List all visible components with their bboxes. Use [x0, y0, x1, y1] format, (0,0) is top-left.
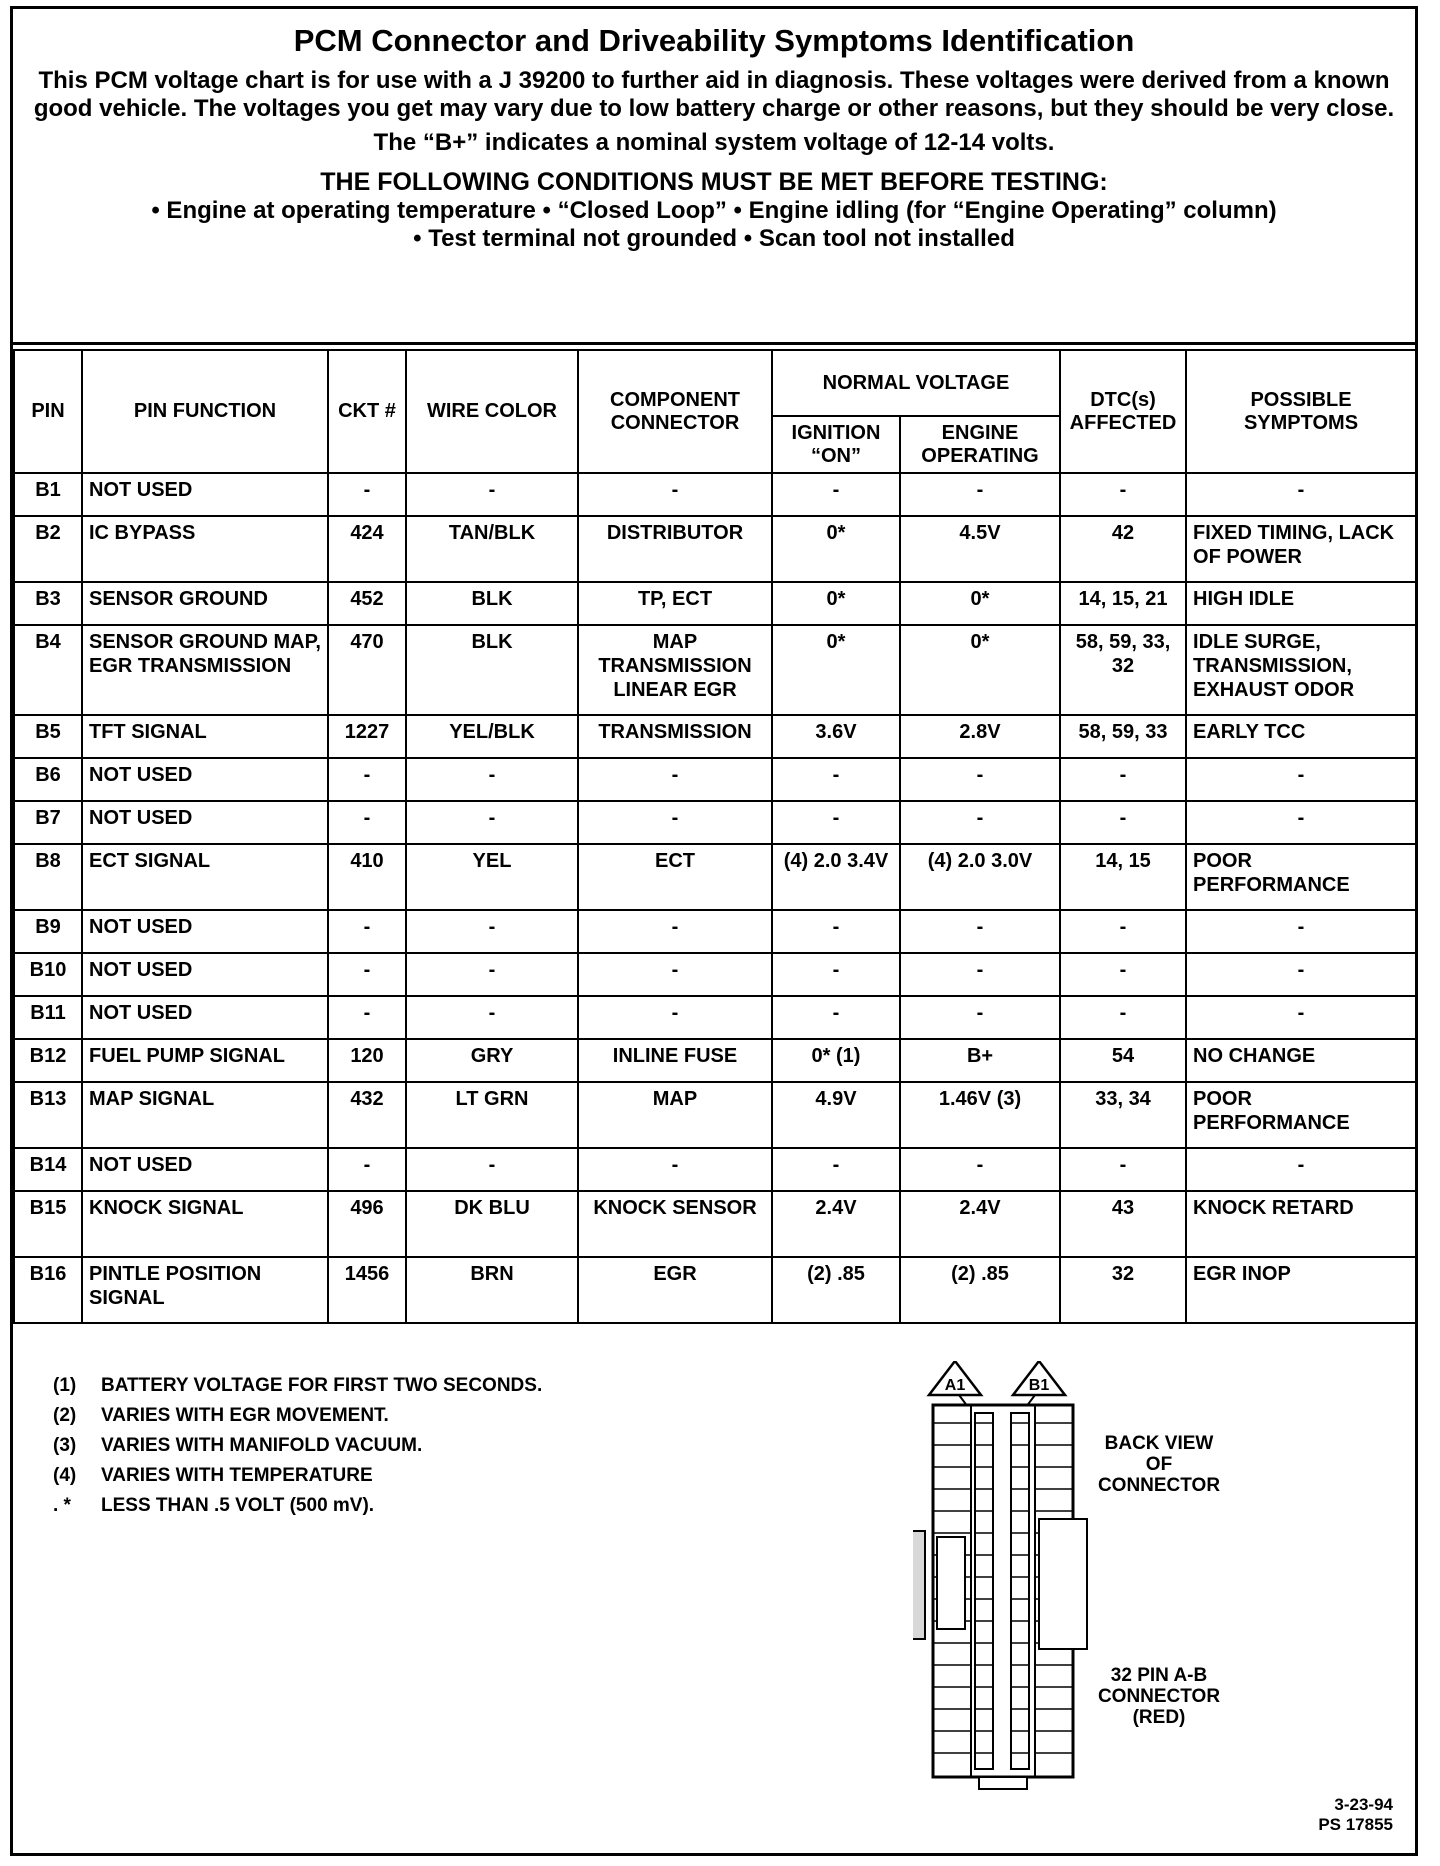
ps-number: PS 17855	[1318, 1815, 1393, 1834]
cell-engine: 1.46V (3)	[900, 1082, 1060, 1148]
cell-engine: -	[900, 996, 1060, 1039]
connector-clip-right	[1039, 1519, 1087, 1649]
footnote-key: (1)	[53, 1375, 77, 1396]
cell-ckt: 410	[328, 844, 406, 910]
cell-pin: B8	[14, 844, 82, 910]
cell-pin: B3	[14, 582, 82, 625]
table-row	[14, 625, 1416, 715]
header-symptoms: POSSIBLE SYMPTOMS	[1186, 350, 1416, 473]
cell-ckt: 1227	[328, 715, 406, 758]
cell-symptoms: HIGH IDLE	[1186, 582, 1416, 625]
cell-ckt: 432	[328, 1082, 406, 1148]
cell-dtc: -	[1060, 758, 1186, 801]
cell-symptoms: -	[1186, 1148, 1416, 1191]
cell-symptoms: EGR INOP	[1186, 1257, 1416, 1323]
footnote	[53, 1491, 542, 1521]
cell-pin: B16	[14, 1257, 82, 1323]
connector-latch-left	[913, 1531, 925, 1639]
cell-component: EGR	[578, 1257, 772, 1323]
cell-function: TFT SIGNAL	[82, 715, 328, 758]
cell-engine: -	[900, 801, 1060, 844]
cell-function: SENSOR GROUND MAP, EGR TRANSMISSION	[82, 625, 328, 715]
cell-wire: GRY	[406, 1039, 578, 1082]
cell-pin: B14	[14, 1148, 82, 1191]
cell-function: MAP SIGNAL	[82, 1082, 328, 1148]
cell-function: KNOCK SIGNAL	[82, 1191, 328, 1257]
cell-ignition: -	[772, 953, 900, 996]
cell-symptoms: -	[1186, 953, 1416, 996]
cell-dtc: -	[1060, 1148, 1186, 1191]
cell-function: PINTLE POSITION SIGNAL	[82, 1257, 328, 1323]
cell-engine: 0*	[900, 582, 1060, 625]
cell-function: FUEL PUMP SIGNAL	[82, 1039, 328, 1082]
table-row	[14, 910, 1416, 953]
cell-pin: B6	[14, 758, 82, 801]
cell-symptoms: -	[1186, 473, 1416, 516]
cell-dtc: -	[1060, 953, 1186, 996]
cell-wire: LT GRN	[406, 1082, 578, 1148]
cell-function: NOT USED	[82, 758, 328, 801]
cell-dtc: -	[1060, 910, 1186, 953]
cell-dtc: 58, 59, 33, 32	[1060, 625, 1186, 715]
cell-component: MAP	[578, 1082, 772, 1148]
table-row	[14, 801, 1416, 844]
cell-component: KNOCK SENSOR	[578, 1191, 772, 1257]
cell-pin: B2	[14, 516, 82, 582]
cell-wire: -	[406, 910, 578, 953]
back-view-label: BACK VIEW OF CONNECTOR	[1097, 1433, 1221, 1496]
cell-pin: B9	[14, 910, 82, 953]
cell-symptoms: EARLY TCC	[1186, 715, 1416, 758]
cell-wire: BRN	[406, 1257, 578, 1323]
cell-engine: -	[900, 473, 1060, 516]
cell-ckt: -	[328, 996, 406, 1039]
footnote-text: VARIES WITH TEMPERATURE	[101, 1465, 373, 1486]
connector-clip-left	[937, 1537, 965, 1629]
cell-pin: B7	[14, 801, 82, 844]
table-row	[14, 953, 1416, 996]
cell-wire: BLK	[406, 625, 578, 715]
cell-component: -	[578, 758, 772, 801]
cell-function: NOT USED	[82, 910, 328, 953]
footnote-text: VARIES WITH MANIFOLD VACUUM.	[101, 1435, 423, 1456]
cell-component: DISTRIBUTOR	[578, 516, 772, 582]
connector-label: 32 PIN A-B CONNECTOR (RED)	[1097, 1665, 1221, 1728]
cell-dtc: -	[1060, 801, 1186, 844]
cell-component: ECT	[578, 844, 772, 910]
cell-dtc: 33, 34	[1060, 1082, 1186, 1148]
cell-ignition: 4.9V	[772, 1082, 900, 1148]
cell-wire: YEL	[406, 844, 578, 910]
conditions-line-1: • Engine at operating temperature • “Closed Loop” • Engine idling (for “Engine Operating” column)	[151, 197, 1277, 224]
cell-wire: -	[406, 473, 578, 516]
table-row	[14, 1039, 1416, 1082]
cell-ignition: 0*	[772, 516, 900, 582]
cell-wire: -	[406, 996, 578, 1039]
cell-ignition: 2.4V	[772, 1191, 900, 1257]
cell-ckt: 424	[328, 516, 406, 582]
cell-engine: -	[900, 758, 1060, 801]
connector-diagram	[913, 1361, 1113, 1831]
header-engine-operating: ENGINE OPERATING	[900, 416, 1060, 473]
table-row	[14, 758, 1416, 801]
cell-ckt: -	[328, 473, 406, 516]
cell-pin: B13	[14, 1082, 82, 1148]
cell-engine: (2) .85	[900, 1257, 1060, 1323]
cell-pin: B10	[14, 953, 82, 996]
document-frame	[10, 6, 1418, 1856]
header-wire-color: WIRE COLOR	[406, 350, 578, 473]
date-code	[1318, 1795, 1393, 1835]
cell-component: -	[578, 996, 772, 1039]
cell-ignition: 0*	[772, 582, 900, 625]
cell-ckt: 1456	[328, 1257, 406, 1323]
cell-ckt: -	[328, 910, 406, 953]
cell-symptoms: KNOCK RETARD	[1186, 1191, 1416, 1257]
cell-dtc: 43	[1060, 1191, 1186, 1257]
table-row	[14, 582, 1416, 625]
cell-function: NOT USED	[82, 473, 328, 516]
header-component-connector: COMPONENT CONNECTOR	[578, 350, 772, 473]
cell-ckt: -	[328, 801, 406, 844]
cell-ignition: 3.6V	[772, 715, 900, 758]
cell-ckt: 496	[328, 1191, 406, 1257]
pin-voltage-table	[13, 349, 1417, 1324]
cell-component: TP, ECT	[578, 582, 772, 625]
cell-symptoms: -	[1186, 996, 1416, 1039]
cell-ignition: (4) 2.0 3.4V	[772, 844, 900, 910]
cell-wire: -	[406, 801, 578, 844]
table-row	[14, 1148, 1416, 1191]
cell-ignition: -	[772, 996, 900, 1039]
connector-tail	[979, 1777, 1027, 1789]
cell-symptoms: IDLE SURGE, TRANSMISSION, EXHAUST ODOR	[1186, 625, 1416, 715]
header-pin: PIN	[14, 350, 82, 473]
cell-dtc: 14, 15	[1060, 844, 1186, 910]
cell-ignition: -	[772, 473, 900, 516]
cell-component: MAP TRANSMISSION LINEAR EGR	[578, 625, 772, 715]
cell-pin: B11	[14, 996, 82, 1039]
cell-ckt: 120	[328, 1039, 406, 1082]
bplus-note: The “B+” indicates a nominal system voltage of 12-14 volts.	[373, 129, 1055, 156]
cell-ignition: (2) .85	[772, 1257, 900, 1323]
cell-ckt: 470	[328, 625, 406, 715]
conditions-title: THE FOLLOWING CONDITIONS MUST BE MET BEFORE TESTING:	[320, 168, 1108, 196]
header-ckt: CKT #	[328, 350, 406, 473]
cell-ckt: -	[328, 758, 406, 801]
cell-pin: B15	[14, 1191, 82, 1257]
cell-component: INLINE FUSE	[578, 1039, 772, 1082]
cell-ignition: 0* (1)	[772, 1039, 900, 1082]
page-title: PCM Connector and Driveability Symptoms Identification	[293, 23, 1135, 58]
cell-wire: DK BLU	[406, 1191, 578, 1257]
cell-symptoms: -	[1186, 910, 1416, 953]
table-row	[14, 844, 1416, 910]
b1-marker-label: B1	[1028, 1377, 1050, 1394]
date-label: 3-23-94	[1334, 1795, 1393, 1814]
cell-ckt: 452	[328, 582, 406, 625]
cell-wire: -	[406, 953, 578, 996]
cell-symptoms: POOR PERFORMANCE	[1186, 1082, 1416, 1148]
footnote	[53, 1461, 542, 1491]
cell-wire: BLK	[406, 582, 578, 625]
cell-function: NOT USED	[82, 996, 328, 1039]
cell-symptoms: POOR PERFORMANCE	[1186, 844, 1416, 910]
table-row	[14, 715, 1416, 758]
cell-function: IC BYPASS	[82, 516, 328, 582]
footnote-key: . *	[53, 1495, 71, 1516]
footnote	[53, 1401, 542, 1431]
cell-engine: -	[900, 953, 1060, 996]
cell-engine: 2.4V	[900, 1191, 1060, 1257]
footnotes	[53, 1371, 542, 1521]
cell-dtc: 42	[1060, 516, 1186, 582]
cell-symptoms: FIXED TIMING, LACK OF POWER	[1186, 516, 1416, 582]
footnote-text: VARIES WITH EGR MOVEMENT.	[101, 1405, 389, 1426]
table-row	[14, 516, 1416, 582]
cell-engine: 2.8V	[900, 715, 1060, 758]
document-footer	[13, 1301, 1415, 1853]
cell-engine: -	[900, 910, 1060, 953]
header-normal-voltage: NORMAL VOLTAGE	[772, 350, 1060, 416]
table-row	[14, 1191, 1416, 1257]
cell-wire: -	[406, 758, 578, 801]
cell-function: NOT USED	[82, 1148, 328, 1191]
cell-component: -	[578, 953, 772, 996]
cell-component: -	[578, 473, 772, 516]
cell-pin: B1	[14, 473, 82, 516]
cell-dtc: -	[1060, 996, 1186, 1039]
cell-ignition: -	[772, 801, 900, 844]
cell-pin: B12	[14, 1039, 82, 1082]
cell-ignition: -	[772, 758, 900, 801]
cell-function: NOT USED	[82, 953, 328, 996]
cell-wire: -	[406, 1148, 578, 1191]
cell-ckt: -	[328, 953, 406, 996]
cell-engine: B+	[900, 1039, 1060, 1082]
table-row	[14, 996, 1416, 1039]
cell-ignition: 0*	[772, 625, 900, 715]
cell-symptoms: NO CHANGE	[1186, 1039, 1416, 1082]
cell-component: -	[578, 1148, 772, 1191]
header-dtc: DTC(s) AFFECTED	[1060, 350, 1186, 473]
cell-pin: B5	[14, 715, 82, 758]
cell-engine: 4.5V	[900, 516, 1060, 582]
footnote	[53, 1371, 542, 1401]
cell-dtc: 58, 59, 33	[1060, 715, 1186, 758]
cell-dtc: 32	[1060, 1257, 1186, 1323]
cell-engine: -	[900, 1148, 1060, 1191]
cell-ignition: -	[772, 1148, 900, 1191]
cell-dtc: 14, 15, 21	[1060, 582, 1186, 625]
cell-component: TRANSMISSION	[578, 715, 772, 758]
intro-paragraph: This PCM voltage chart is for use with a J 39200 to further aid in diagnosis. These voltages were derived from a known good vehicle. The voltages you get may vary due to low battery charge or other reasons, but they should be very close.	[33, 67, 1395, 122]
footnote-key: (4)	[53, 1465, 77, 1486]
cell-pin: B4	[14, 625, 82, 715]
cell-function: SENSOR GROUND	[82, 582, 328, 625]
cell-ignition: -	[772, 910, 900, 953]
a1-marker-label: A1	[944, 1377, 966, 1394]
cell-wire: YEL/BLK	[406, 715, 578, 758]
cell-symptoms: -	[1186, 758, 1416, 801]
table-row	[14, 1082, 1416, 1148]
header-pin-function: PIN FUNCTION	[82, 350, 328, 473]
footnote-text: BATTERY VOLTAGE FOR FIRST TWO SECONDS.	[101, 1375, 543, 1396]
cell-dtc: 54	[1060, 1039, 1186, 1082]
cell-dtc: -	[1060, 473, 1186, 516]
cell-symptoms: -	[1186, 801, 1416, 844]
cell-component: -	[578, 910, 772, 953]
document-header	[13, 9, 1415, 345]
cell-engine: (4) 2.0 3.0V	[900, 844, 1060, 910]
cell-ckt: -	[328, 1148, 406, 1191]
cell-component: -	[578, 801, 772, 844]
footnote-text: LESS THAN .5 VOLT (500 mV).	[101, 1495, 375, 1516]
header-ignition-on: IGNITION “ON”	[772, 416, 900, 473]
cell-engine: 0*	[900, 625, 1060, 715]
table-row	[14, 473, 1416, 516]
conditions-line-2: • Test terminal not grounded • Scan tool not installed	[413, 225, 1015, 252]
cell-wire: TAN/BLK	[406, 516, 578, 582]
cell-function: NOT USED	[82, 801, 328, 844]
footnote-key: (2)	[53, 1405, 77, 1426]
footnote	[53, 1431, 542, 1461]
cell-function: ECT SIGNAL	[82, 844, 328, 910]
footnote-key: (3)	[53, 1435, 77, 1456]
